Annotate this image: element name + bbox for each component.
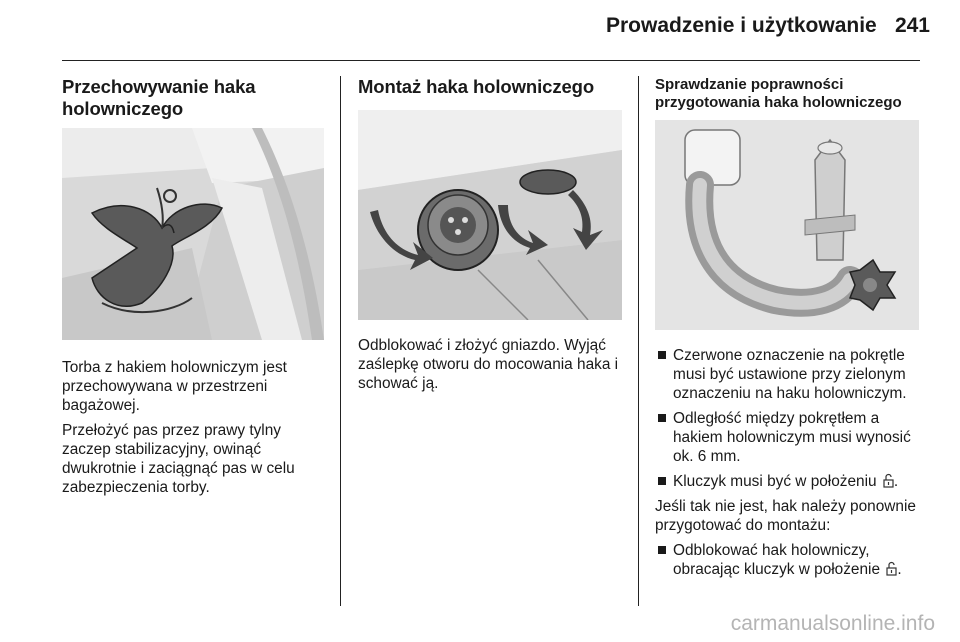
checking-list [655, 346, 921, 491]
page-number: 241 [894, 14, 930, 37]
list-item [655, 472, 921, 491]
storage-text-2: Przełożyć pas przez prawy tylny zaczep stabilizacyjny, owinąć dwukrotnie i zaciągnąć pas w celu zabezpieczenia torby. [62, 422, 295, 496]
tow-bag-illustration [62, 128, 324, 340]
bullet-square [658, 414, 666, 422]
column-mounting [358, 76, 622, 393]
column-storage [62, 76, 324, 497]
bullet-square [658, 546, 666, 554]
list-item [655, 541, 921, 579]
storage-heading: Przechowywanie haka holowniczego [62, 76, 256, 119]
checking-heading: Sprawdzanie poprawności przygotowania haka holowniczego [655, 76, 902, 111]
list-item-text: Kluczyk musi być w położeniu [673, 473, 877, 490]
checking-list-2 [655, 541, 921, 579]
list-item-text: Odległość między pokrętłem a hakiem holowniczym musi wynosić ok. 6 mm. [673, 410, 911, 465]
list-item-text: Odblokować hak holowniczy, obracając kluczyk w położenie [673, 542, 881, 578]
header-title: Prowadzenie i użytkowanie [606, 14, 877, 37]
bullet-square [658, 351, 666, 359]
bullet-square [658, 477, 666, 485]
tow-hook-illustration [655, 120, 919, 330]
list-item-period: . [893, 473, 899, 490]
column-divider-2 [638, 76, 639, 606]
list-item [655, 409, 921, 466]
list-item-text: Czerwone oznaczenie na pokrętle musi być ustawione przy zielonym oznaczeniu na haku holowniczym. [673, 347, 907, 402]
column-divider-1 [340, 76, 341, 606]
unlocked-lock-icon [886, 561, 897, 576]
list-item-period: . [897, 561, 902, 578]
list-item [655, 346, 921, 403]
unlocked-lock-icon [883, 473, 894, 488]
socket-illustration [358, 110, 622, 320]
storage-text-1: Torba z hakiem holowniczym jest przechowywana w przestrzeni bagażowej. [62, 359, 287, 414]
header-rule [62, 60, 920, 61]
watermark: carmanualsonline.info [730, 612, 935, 635]
checking-text: Jeśli tak nie jest, hak należy ponownie przygotować do montażu: [655, 498, 916, 534]
mounting-text: Odblokować i złożyć gniazdo. Wyjąć zaślepkę otworu do mocowania haka i schować ją. [358, 337, 619, 392]
column-checking [655, 76, 921, 579]
mounting-heading: Montaż haka holowniczego [358, 76, 595, 97]
